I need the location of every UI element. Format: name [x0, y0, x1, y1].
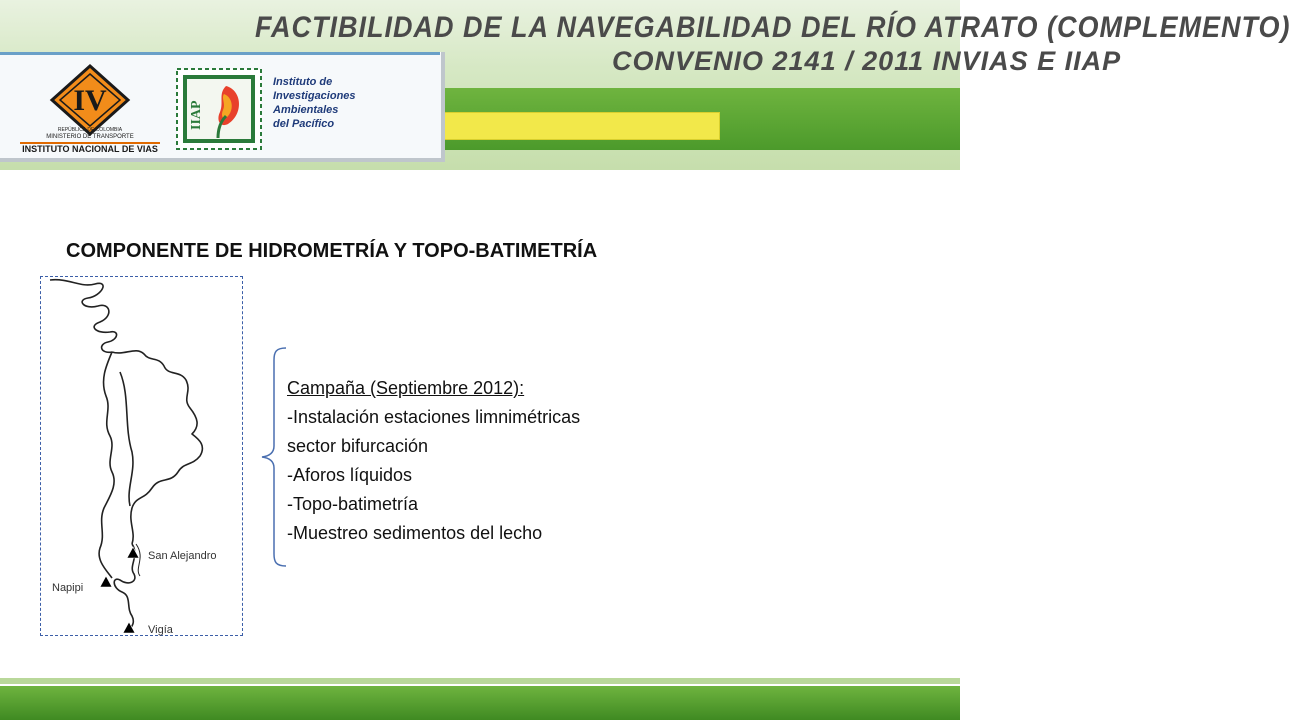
river-channel-east — [112, 351, 202, 544]
header-subtitle: CONVENIO 2141 / 2011 INVIAS E IIAP — [612, 46, 1122, 76]
river-channel-middle — [120, 372, 133, 506]
section-title: COMPONENTE DE HIDROMETRÍA Y TOPO-BATIMETRÍA — [66, 240, 598, 262]
iiap-logo-icon — [176, 68, 262, 150]
invias-institute: INSTITUTO NACIONAL DE VIAS — [20, 142, 160, 155]
footer-band — [0, 686, 960, 720]
station-label-vigia: Vigía — [148, 624, 173, 636]
campaign-heading: Campaña (Septiembre 2012): — [287, 378, 525, 398]
river-channel-west — [99, 352, 114, 578]
station-label-napipi: Napipi — [52, 582, 84, 594]
river-channel-upper — [50, 280, 117, 353]
campaign-item: -Instalación estaciones limnimétricas — [287, 407, 581, 427]
iiap-name-line: Ambientales — [273, 104, 339, 116]
iiap-name-line: Instituto de — [273, 76, 333, 88]
station-label-san-alejandro: San Alejandro — [148, 550, 217, 562]
iiap-name — [273, 75, 356, 131]
station-napipi-icon — [100, 576, 112, 587]
iiap-name-line: Investigaciones — [273, 90, 356, 102]
campaign-item: -Aforos líquidos — [287, 465, 413, 485]
invias-mark: IV — [73, 84, 107, 117]
footer-strip — [0, 678, 960, 684]
invias-country: REPÚBLICA DE COLOMBIA — [57, 127, 123, 133]
header-title: FACTIBILIDAD DE LA NAVEGABILIDAD DEL RÍO ATRATO (COMPLEMENTO) — [255, 10, 1290, 44]
iiap-acronym: IIAP — [189, 100, 204, 130]
river-bank — [136, 544, 140, 576]
campaign-block — [287, 374, 580, 548]
iiap-name-line: del Pacífico — [273, 118, 335, 130]
curly-bracket — [260, 346, 290, 568]
campaign-item: -Topo-batimetría — [287, 494, 419, 514]
invias-text-block — [0, 128, 180, 155]
station-san-alejandro-icon — [127, 547, 139, 558]
invias-logo-icon — [50, 64, 130, 136]
invias-ministry: MINISTERIO DE TRANSPORTE — [46, 133, 134, 140]
campaign-item: -Muestreo sedimentos del lecho — [287, 523, 543, 543]
campaign-item: sector bifurcación — [287, 436, 429, 456]
